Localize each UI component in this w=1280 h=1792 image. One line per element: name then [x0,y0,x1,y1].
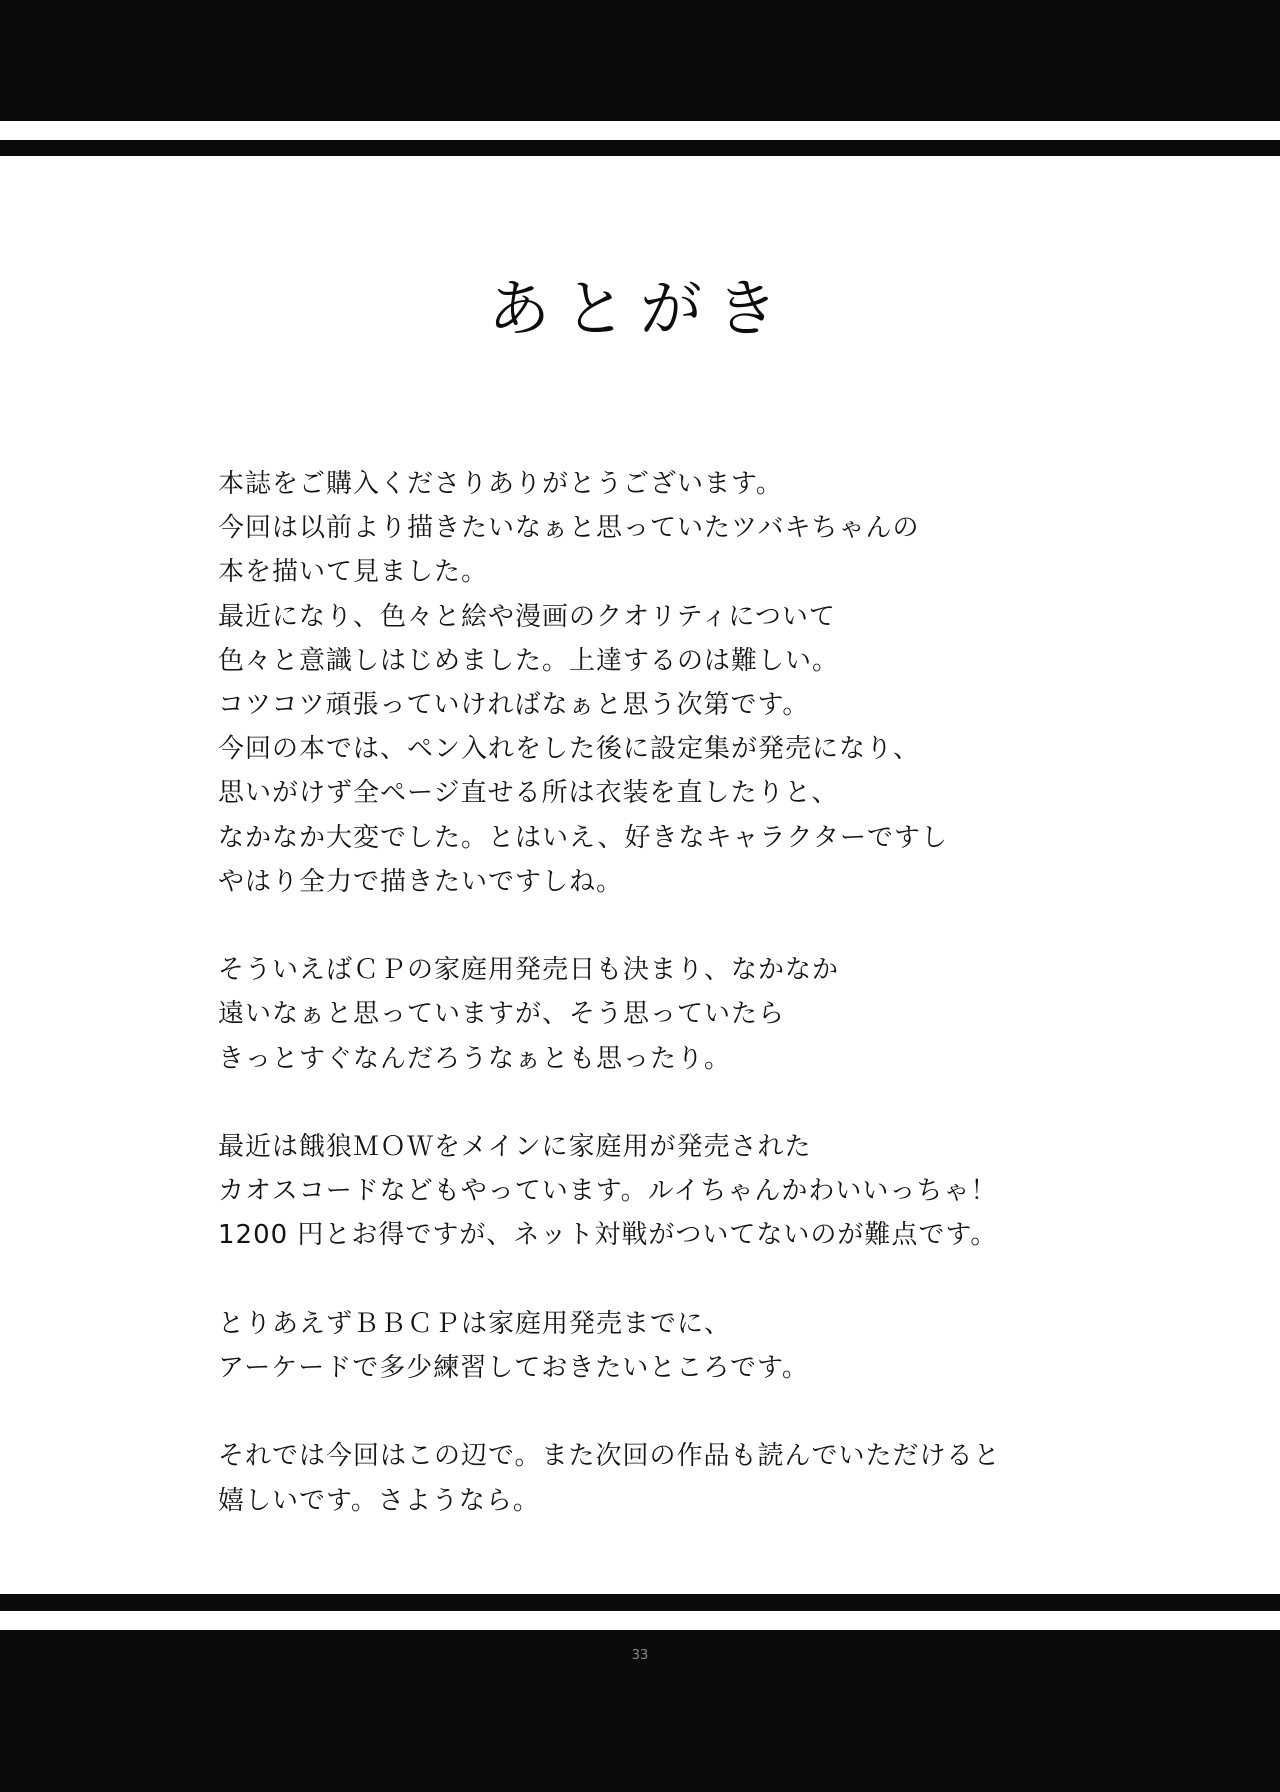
text-line: 思いがけず全ページ直せる所は衣装を直したりと、 [218,778,839,809]
page-number: 33 [631,1648,649,1663]
text-line: 1200 円とお得ですが、ネット対戦がついてないのが難点です。 [218,1220,998,1251]
text-line: それでは今回はこの辺で。また次回の作品も読んでいただけると [218,1441,1001,1472]
afterword-body [218,462,1218,1523]
text-line: 本誌をご購入くださりありがとうございます。 [218,469,783,499]
bottom-divider-stripe [0,1594,1280,1611]
text-line: カオスコードなどもやっています。ルイちゃんかわいいっちゃ！ [218,1176,998,1207]
text-line: なかなか大変でした。とはいえ、好きなキャラクターですし [218,822,949,853]
text-line: 最近になり、色々と絵や漫画のクオリティについて [218,601,836,632]
text-line: とりあえずＢＢＣＰは家庭用発売までに、 [218,1308,732,1339]
paragraph [218,1434,1218,1522]
text-line: やはり全力で描きたいですしね。 [218,866,624,897]
top-divider-stripe [0,140,1280,156]
top-black-band [0,0,1280,121]
text-line: 今回は以前より描きたいなぁと思っていたツバキちゃんの [218,513,920,544]
text-line: そういえばＣＰの家庭用発売日も決まり、なかなか [218,955,840,986]
text-line: 最近は餓狼ＭＯＷをメインに家庭用が発売された [218,1132,812,1163]
text-line: アーケードで多少練習しておきたいところです。 [218,1353,809,1384]
text-line: 今回の本では、ペン入れをした後に設定集が発売になり、 [218,734,921,765]
text-line: コツコツ頑張っていければなぁと思う次第です。 [218,690,810,721]
text-line: 遠いなぁと思っていますが、そう思っていたら [218,999,786,1030]
page-title: あとがき [487,272,792,345]
paragraph [218,948,1218,1081]
paragraph [218,462,1218,904]
text-line: 色々と意識しはじめました。上達するのは難しい。 [218,645,840,676]
paragraph [218,1302,1218,1390]
text-line: きっとすぐなんだろうなぁとも思ったり。 [218,1043,732,1074]
text-line: 嬉しいです。さようなら。 [218,1485,540,1516]
text-line: 本を描いて見ました。 [218,557,489,588]
paragraph [218,1125,1218,1258]
